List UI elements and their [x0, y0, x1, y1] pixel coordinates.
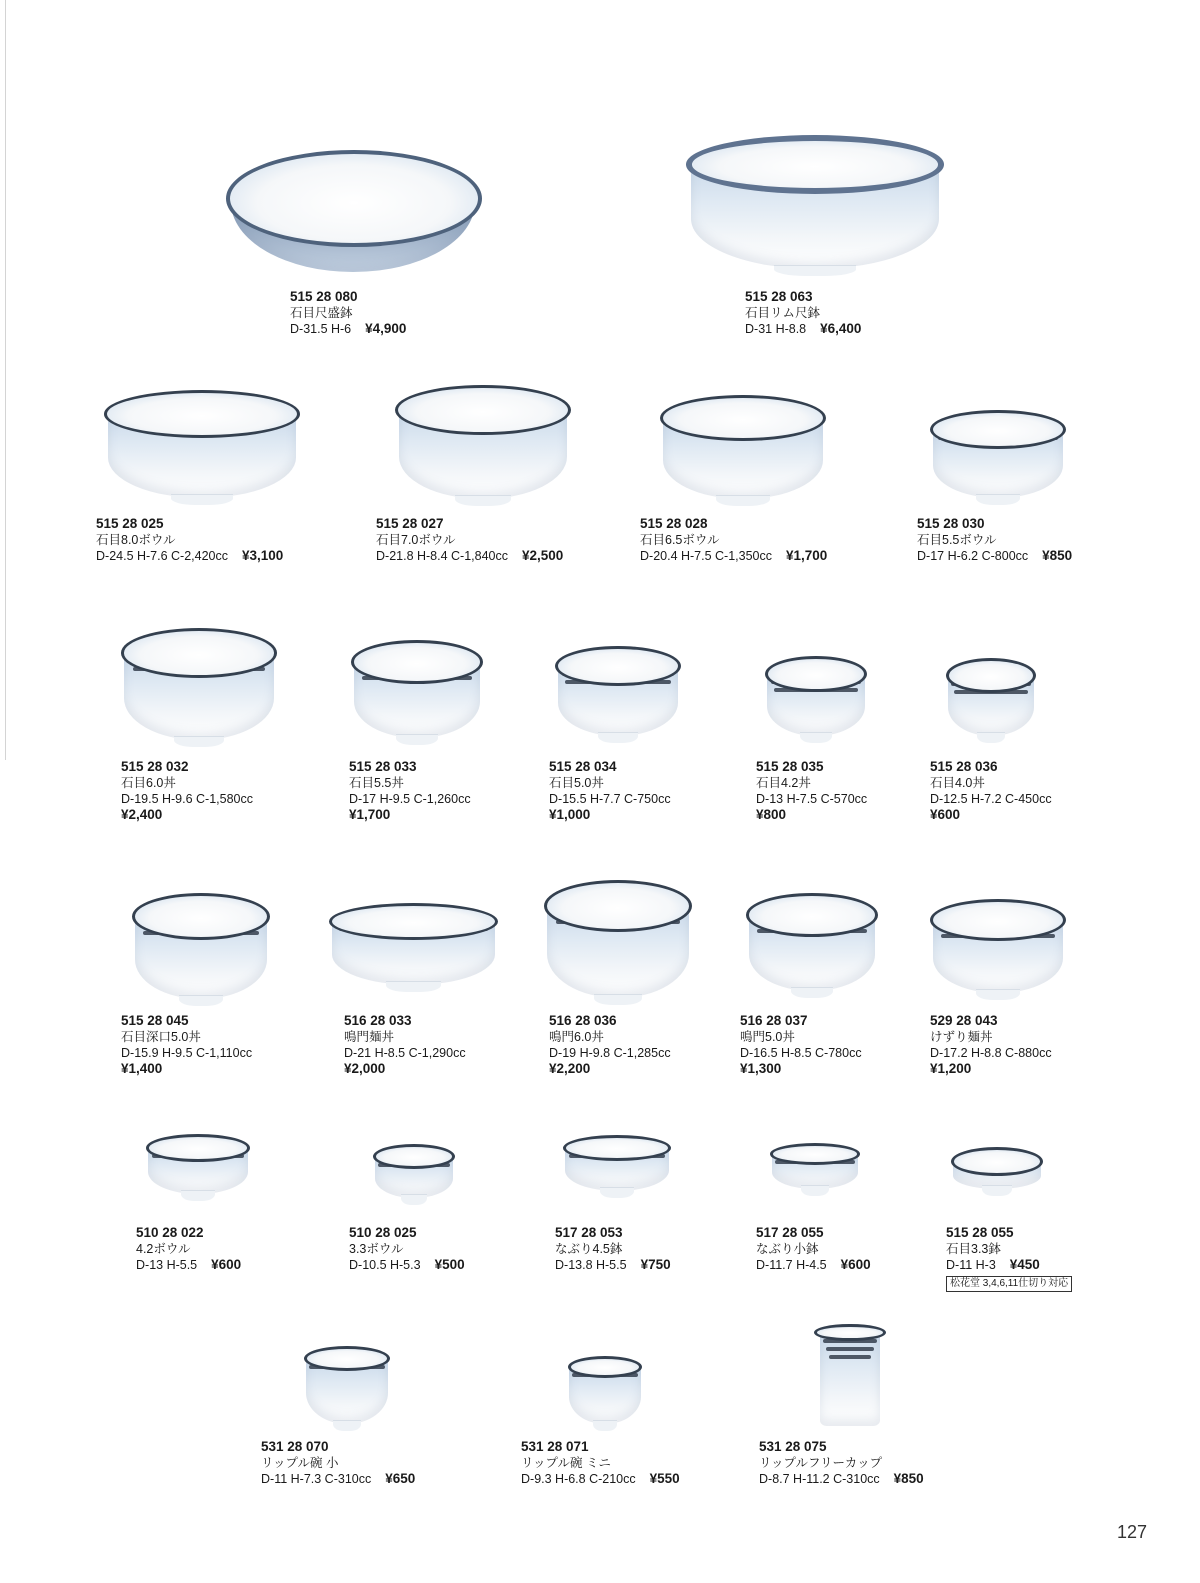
- bowl-rim: [951, 1147, 1043, 1176]
- product-name: なぶり4.5鉢: [555, 1242, 623, 1256]
- product-info: [549, 759, 671, 823]
- bowl-foot: [179, 995, 223, 1006]
- product-name: 石目8.0ボウル: [96, 533, 176, 547]
- bowl-rim: [765, 656, 867, 692]
- bowl-foot: [598, 732, 638, 743]
- product-specs-line: [640, 548, 827, 564]
- bowl-rim: [568, 1356, 642, 1378]
- product-specs: D-17 H-6.2 C-800cc: [917, 549, 1029, 563]
- product-specs-line: [555, 1257, 671, 1273]
- product-info: [640, 516, 827, 564]
- product-code: 515 28 032: [121, 759, 189, 774]
- product-info: [121, 759, 253, 823]
- product-info: [555, 1225, 671, 1273]
- product-info: [349, 1225, 465, 1273]
- product-name: 石目5.5ボウル: [917, 533, 997, 547]
- product-price: ¥4,900: [365, 321, 407, 336]
- product-name: 石目3.3鉢: [946, 1242, 1001, 1256]
- product-price: ¥850: [893, 1471, 924, 1486]
- product-specs: D-20.4 H-7.5 C-1,350cc: [640, 549, 773, 563]
- product-specs: D-15.5 H-7.7 C-750cc: [549, 792, 671, 806]
- product-specs-line: [521, 1471, 680, 1487]
- product-info: [121, 1013, 252, 1077]
- product-price: ¥1,400: [121, 1061, 163, 1076]
- product-code: 510 28 025: [349, 1225, 417, 1240]
- product-image: [686, 135, 944, 275]
- product-specs: D-21.8 H-8.4 C-1,840cc: [376, 549, 509, 563]
- brush-band: [829, 1355, 872, 1359]
- product-info: [756, 1225, 871, 1273]
- bowl-foot: [174, 736, 224, 747]
- product-code: 529 28 043: [930, 1013, 998, 1028]
- product-image: [329, 903, 498, 991]
- product-name: 石目尺盛鉢: [290, 306, 353, 320]
- page-number: 127: [1117, 1522, 1148, 1542]
- bowl-rim: [686, 135, 944, 194]
- product-info: [740, 1013, 862, 1077]
- product-name: 4.2ボウル: [136, 1242, 191, 1256]
- product-code: 531 28 070: [261, 1439, 329, 1454]
- product-price: ¥600: [930, 807, 961, 822]
- product-info: [917, 516, 1072, 564]
- product-code: 515 28 036: [930, 759, 998, 774]
- product-name: リップル碗 小: [261, 1456, 339, 1470]
- product-image: [132, 893, 270, 1005]
- product-specs: D-13 H-5.5: [136, 1258, 198, 1272]
- bowl-foot: [791, 987, 833, 998]
- product-code: 516 28 033: [344, 1013, 412, 1028]
- product-specs-line: [121, 1045, 252, 1061]
- product-image: [812, 1324, 888, 1432]
- product-image: [121, 628, 277, 746]
- product-code: 515 28 033: [349, 759, 417, 774]
- product-code: 516 28 037: [740, 1013, 808, 1028]
- product-info: [96, 516, 283, 564]
- product-price: ¥6,400: [820, 321, 862, 336]
- product-info: [290, 289, 406, 337]
- bowl-foot: [976, 494, 1020, 505]
- product-specs-line: [376, 548, 563, 564]
- product-code: 515 28 035: [756, 759, 824, 774]
- product-name: リップル碗 ミニ: [521, 1456, 611, 1470]
- product-name: 鳴門6.0丼: [549, 1030, 604, 1044]
- product-specs: D-31.5 H-6: [290, 322, 352, 336]
- product-specs-line: [549, 1045, 671, 1061]
- product-specs-line: [756, 791, 867, 807]
- product-price: ¥600: [211, 1257, 242, 1272]
- product-code: 515 28 028: [640, 516, 708, 531]
- product-code: 517 28 053: [555, 1225, 623, 1240]
- product-specs: D-17 H-9.5 C-1,260cc: [349, 792, 471, 806]
- bowl-foot: [593, 1420, 617, 1431]
- product-price: ¥1,300: [740, 1061, 782, 1076]
- product-specs: D-31 H-8.8: [745, 322, 807, 336]
- product-code: 515 28 080: [290, 289, 358, 304]
- product-price: ¥3,100: [242, 548, 284, 563]
- product-specs-line: [930, 791, 1052, 807]
- bowl-foot: [774, 265, 857, 276]
- product-name: なぶり小鉢: [756, 1242, 819, 1256]
- bowl-rim: [121, 628, 277, 678]
- product-specs: D-19.5 H-9.6 C-1,580cc: [121, 792, 254, 806]
- brush-band: [826, 1347, 875, 1351]
- product-image: [544, 880, 692, 1004]
- product-info: [521, 1439, 680, 1487]
- product-specs: D-16.5 H-8.5 C-780cc: [740, 1046, 862, 1060]
- product-price: ¥600: [840, 1257, 871, 1272]
- product-specs: D-17.2 H-8.8 C-880cc: [930, 1046, 1052, 1060]
- product-specs-line: [917, 548, 1072, 564]
- product-specs-line: [96, 548, 283, 564]
- product-specs: D-13 H-7.5 C-570cc: [756, 792, 868, 806]
- bowl-rim: [555, 646, 681, 686]
- product-specs: D-9.3 H-6.8 C-210cc: [521, 1472, 636, 1486]
- bowl-rim: [814, 1324, 885, 1341]
- bowl-foot: [333, 1420, 361, 1431]
- product-name: 石目5.0丼: [549, 776, 604, 790]
- product-price: ¥750: [640, 1257, 671, 1272]
- product-specs: D-12.5 H-7.2 C-450cc: [930, 792, 1052, 806]
- bowl-foot: [401, 1194, 427, 1205]
- product-name: 鳴門5.0丼: [740, 1030, 795, 1044]
- product-price: ¥550: [649, 1471, 680, 1486]
- product-name: 石目5.5丼: [349, 776, 404, 790]
- product-specs-line: [349, 791, 471, 807]
- product-image: [930, 899, 1066, 999]
- bowl-rim: [373, 1144, 455, 1169]
- bowl-foot: [800, 732, 833, 743]
- product-specs-line: [349, 1257, 465, 1273]
- product-specs: D-21 H-8.5 C-1,290cc: [344, 1046, 466, 1060]
- product-image: [351, 640, 483, 744]
- product-specs-line: [946, 1257, 1072, 1273]
- bowl-rim: [329, 903, 498, 940]
- product-info: [376, 516, 563, 564]
- product-specs-line: [344, 1045, 466, 1061]
- product-specs-line: [290, 321, 406, 337]
- product-specs: D-11 H-3: [946, 1258, 996, 1272]
- product-specs-line: [740, 1045, 862, 1061]
- product-name: 石目深口5.0丼: [121, 1030, 201, 1044]
- product-price: ¥2,000: [344, 1061, 386, 1076]
- bowl-foot: [171, 494, 234, 505]
- product-code: 515 28 063: [745, 289, 813, 304]
- product-specs-line: [261, 1471, 415, 1487]
- bowl-foot: [801, 1185, 830, 1196]
- product-code: 515 28 025: [96, 516, 164, 531]
- bowl-rim: [395, 385, 571, 435]
- product-specs-line: [930, 1045, 1052, 1061]
- product-info: [344, 1013, 466, 1077]
- product-price: ¥800: [756, 807, 787, 822]
- product-note: 松花堂 3,4,6,11仕切り対応: [946, 1276, 1072, 1292]
- product-image: [104, 390, 300, 504]
- product-info: [930, 759, 1052, 823]
- product-image: [770, 1143, 860, 1195]
- bowl-rim: [104, 390, 300, 438]
- bowl-rim: [946, 658, 1036, 693]
- product-price: ¥650: [385, 1471, 416, 1486]
- bowl-foot: [982, 1185, 1011, 1196]
- product-image: [146, 1134, 250, 1200]
- product-name: 鳴門麺丼: [344, 1030, 395, 1044]
- bowl-rim: [146, 1134, 250, 1162]
- bowl-rim: [930, 899, 1066, 941]
- product-price: ¥1,700: [349, 807, 391, 822]
- product-price: ¥850: [1042, 548, 1073, 563]
- product-price: ¥1,000: [549, 807, 591, 822]
- product-specs-line: [121, 791, 253, 807]
- product-price: ¥2,200: [549, 1061, 591, 1076]
- product-note-line: [946, 1273, 1072, 1292]
- bowl-rim: [544, 880, 692, 932]
- product-specs-line: [756, 1257, 871, 1273]
- bowl-rim: [304, 1346, 390, 1371]
- bowl-rim: [351, 640, 483, 684]
- product-info: [946, 1225, 1072, 1292]
- product-code: 510 28 022: [136, 1225, 204, 1240]
- bowl-rim: [660, 395, 826, 441]
- product-specs-line: [549, 791, 671, 807]
- product-code: 531 28 075: [759, 1439, 827, 1454]
- bowl-rim: [770, 1143, 860, 1165]
- product-image: [395, 385, 571, 505]
- product-image: [930, 410, 1066, 504]
- product-name: 石目4.2丼: [756, 776, 811, 790]
- product-specs: D-24.5 H-7.6 C-2,420cc: [96, 549, 229, 563]
- product-specs: D-8.7 H-11.2 C-310cc: [759, 1472, 880, 1486]
- product-price: ¥500: [434, 1257, 465, 1272]
- product-name: 石目6.0丼: [121, 776, 176, 790]
- page-edge-line: [5, 0, 6, 760]
- product-name: 石目6.5ボウル: [640, 533, 720, 547]
- product-name: 3.3ボウル: [349, 1242, 404, 1256]
- product-specs: D-10.5 H-5.3: [349, 1258, 421, 1272]
- product-info: [136, 1225, 241, 1273]
- product-image: [555, 646, 681, 742]
- product-image: [765, 656, 867, 742]
- product-image: [951, 1147, 1043, 1195]
- bowl-foot: [600, 1187, 635, 1198]
- bowl-foot: [181, 1190, 214, 1201]
- product-price: ¥1,700: [786, 548, 828, 563]
- bowl-rim: [563, 1135, 671, 1161]
- bowl-foot: [455, 495, 511, 506]
- product-code: 515 28 055: [946, 1225, 1014, 1240]
- product-specs-line: [759, 1471, 924, 1487]
- bowl-rim: [226, 150, 482, 247]
- product-code: 516 28 036: [549, 1013, 617, 1028]
- product-info: [261, 1439, 415, 1487]
- product-specs: D-11.7 H-4.5: [756, 1258, 827, 1272]
- product-code: 515 28 034: [549, 759, 617, 774]
- bowl-foot: [594, 994, 641, 1005]
- bowl-foot: [386, 981, 440, 992]
- product-price: ¥450: [1009, 1257, 1040, 1272]
- product-name: リップルフリーカップ: [759, 1456, 883, 1470]
- product-code: 515 28 030: [917, 516, 985, 531]
- product-specs-line: [745, 321, 861, 337]
- product-image: [568, 1356, 642, 1430]
- product-price: ¥2,400: [121, 807, 163, 822]
- product-code: 515 28 027: [376, 516, 444, 531]
- bowl-foot: [977, 732, 1006, 743]
- product-info: [930, 1013, 1052, 1077]
- product-image: [746, 893, 878, 997]
- product-name: 石目4.0丼: [930, 776, 985, 790]
- product-name: けずり麺丼: [930, 1030, 993, 1044]
- product-info: [756, 759, 867, 823]
- product-info: [349, 759, 471, 823]
- product-info: [759, 1439, 924, 1487]
- product-image: [304, 1346, 390, 1430]
- product-image: [563, 1135, 671, 1197]
- bowl-foot: [396, 734, 438, 745]
- product-info: [549, 1013, 671, 1077]
- bowl-foot: [976, 989, 1020, 1000]
- product-specs: D-11 H-7.3 C-310cc: [261, 1472, 372, 1486]
- product-image: [226, 150, 480, 272]
- product-specs: D-13.8 H-5.5: [555, 1258, 627, 1272]
- product-image: [373, 1144, 455, 1204]
- product-code: 531 28 071: [521, 1439, 589, 1454]
- bowl-rim: [746, 893, 878, 937]
- product-specs: D-15.9 H-9.5 C-1,110cc: [121, 1046, 253, 1060]
- product-code: 515 28 045: [121, 1013, 189, 1028]
- product-name: 石目リム尺鉢: [745, 306, 821, 320]
- product-code: 517 28 055: [756, 1225, 824, 1240]
- product-image: [946, 658, 1036, 742]
- product-price: ¥2,500: [522, 548, 564, 563]
- product-specs-line: [136, 1257, 241, 1273]
- product-price: ¥1,200: [930, 1061, 972, 1076]
- product-name: 石目7.0ボウル: [376, 533, 456, 547]
- product-info: [745, 289, 861, 337]
- bowl-rim: [132, 893, 270, 940]
- product-image: [660, 395, 826, 505]
- product-specs: D-19 H-9.8 C-1,285cc: [549, 1046, 671, 1060]
- bowl-foot: [716, 495, 769, 506]
